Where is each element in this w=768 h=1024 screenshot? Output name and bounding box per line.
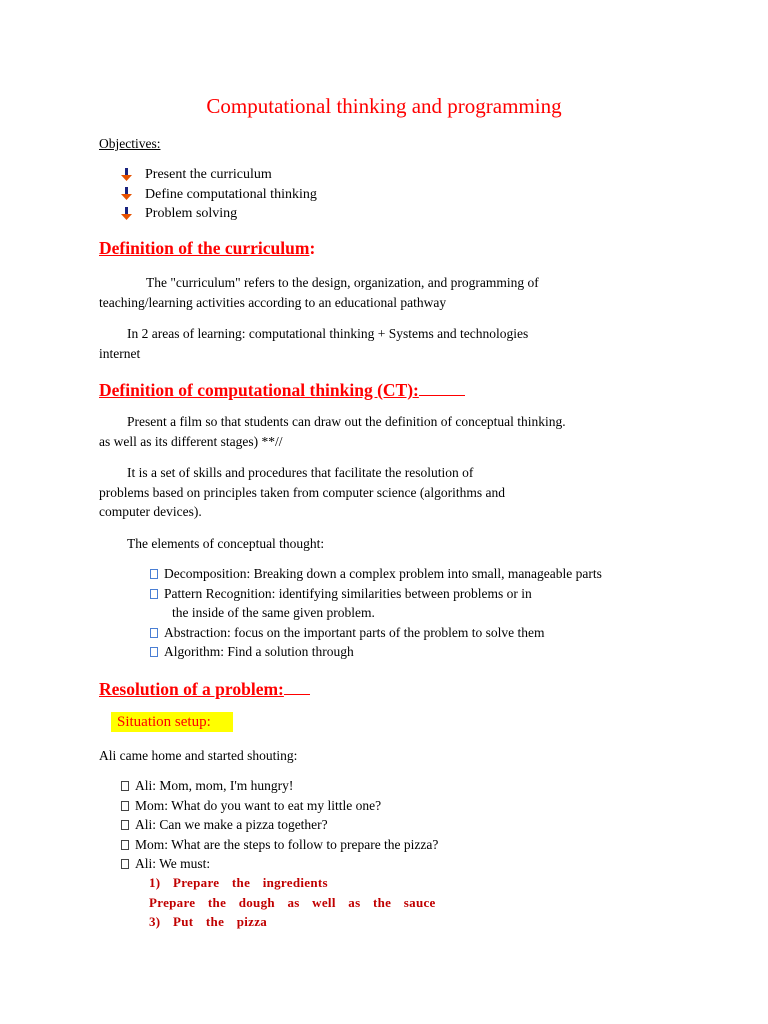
box-glyph-icon bbox=[121, 801, 129, 811]
box-glyph-icon bbox=[121, 781, 129, 791]
down-arrow-icon bbox=[120, 187, 133, 201]
paragraph-line: problems based on principles taken from computer science (algorithms and bbox=[99, 484, 506, 500]
ct-paragraph-1 bbox=[99, 412, 566, 451]
dialog-text: Mom: What do you want to eat my little one? bbox=[135, 797, 382, 813]
paragraph-line: The "curriculum" refers to the design, organization, and programming of bbox=[146, 275, 539, 290]
list-item bbox=[150, 642, 602, 662]
paragraph-line: Present a film so that students can draw out the definition of conceptual thinking. bbox=[127, 414, 566, 429]
page-title: Computational thinking and programming bbox=[206, 94, 562, 118]
ct-heading-text: Definition of computational thinking (CT): bbox=[99, 380, 419, 400]
situation-label: Situation setup: bbox=[111, 712, 233, 732]
curriculum-paragraph-2 bbox=[99, 324, 528, 363]
curriculum-heading-colon: : bbox=[309, 238, 316, 258]
paragraph-line: The elements of conceptual thought: bbox=[127, 536, 325, 551]
dialog-list bbox=[121, 776, 438, 874]
box-glyph-icon bbox=[150, 628, 158, 638]
list-item bbox=[150, 584, 602, 604]
element-text: Algorithm: Find a solution through bbox=[164, 644, 354, 659]
paragraph-line: internet bbox=[99, 345, 141, 361]
heading-trailing-underline bbox=[419, 377, 465, 396]
box-glyph-icon bbox=[150, 569, 158, 579]
elements-intro bbox=[99, 534, 324, 554]
paragraph-line: computer devices). bbox=[99, 504, 202, 519]
dialog-text: Mom: What are the steps to follow to prepare the pizza? bbox=[135, 836, 439, 852]
objectives-label: Objectives: bbox=[99, 136, 161, 151]
list-item bbox=[121, 796, 438, 816]
box-glyph-icon bbox=[121, 820, 129, 830]
curriculum-paragraph-1 bbox=[99, 273, 539, 312]
objective-text: Define computational thinking bbox=[145, 186, 317, 202]
steps-list bbox=[149, 873, 436, 932]
step-item: Prepare the dough as well as the sauce bbox=[149, 894, 436, 910]
element-text: Decomposition: Breaking down a complex problem into small, manageable parts bbox=[164, 566, 602, 581]
box-glyph-icon bbox=[121, 859, 129, 869]
paragraph-line: as well as its different stages) **// bbox=[99, 433, 283, 449]
list-item bbox=[121, 835, 438, 855]
curriculum-heading bbox=[99, 237, 315, 259]
resolution-heading-text: Resolution of a problem: bbox=[99, 679, 284, 699]
step-item: 1) Prepare the ingredients bbox=[149, 875, 328, 890]
list-item bbox=[120, 204, 317, 224]
paragraph-line: In 2 areas of learning: computational thinking + Systems and technologies bbox=[127, 326, 529, 341]
ct-heading bbox=[99, 377, 465, 401]
step-item: 3) Put the pizza bbox=[149, 914, 268, 929]
curriculum-heading-text: Definition of the curriculum bbox=[99, 238, 310, 258]
heading-trailing-underline bbox=[284, 676, 310, 695]
objectives-list bbox=[120, 165, 317, 224]
objective-text: Problem solving bbox=[145, 206, 238, 221]
resolution-heading bbox=[99, 676, 310, 700]
list-item bbox=[120, 165, 317, 185]
list-item bbox=[150, 564, 602, 584]
paragraph-line: teaching/learning activities according to an educational pathway bbox=[99, 294, 447, 310]
resolution-intro: Ali came home and started shouting: bbox=[99, 748, 298, 763]
elements-list bbox=[150, 564, 602, 662]
list-item bbox=[120, 185, 317, 205]
list-item bbox=[121, 815, 438, 835]
box-glyph-icon bbox=[150, 589, 158, 599]
box-glyph-icon bbox=[121, 840, 129, 850]
list-item bbox=[121, 776, 438, 796]
list-item-continuation: the inside of the same given problem. bbox=[172, 605, 375, 620]
paragraph-line: It is a set of skills and procedures that facilitate the resolution of bbox=[127, 465, 474, 480]
element-text: Abstraction: focus on the important parts of the problem to solve them bbox=[164, 624, 545, 640]
list-item bbox=[121, 854, 438, 874]
element-text: Pattern Recognition: identifying similarities between problems or in bbox=[164, 585, 532, 601]
dialog-text: Ali: Mom, mom, I'm hungry! bbox=[135, 778, 294, 793]
list-item bbox=[150, 623, 602, 643]
objective-text: Present the curriculum bbox=[145, 167, 272, 182]
dialog-text: Ali: Can we make a pizza together? bbox=[135, 817, 328, 832]
dialog-text: Ali: We must: bbox=[135, 856, 211, 871]
down-arrow-icon bbox=[120, 207, 133, 221]
ct-paragraph-2 bbox=[99, 463, 505, 522]
box-glyph-icon bbox=[150, 647, 158, 657]
down-arrow-icon bbox=[120, 168, 133, 182]
